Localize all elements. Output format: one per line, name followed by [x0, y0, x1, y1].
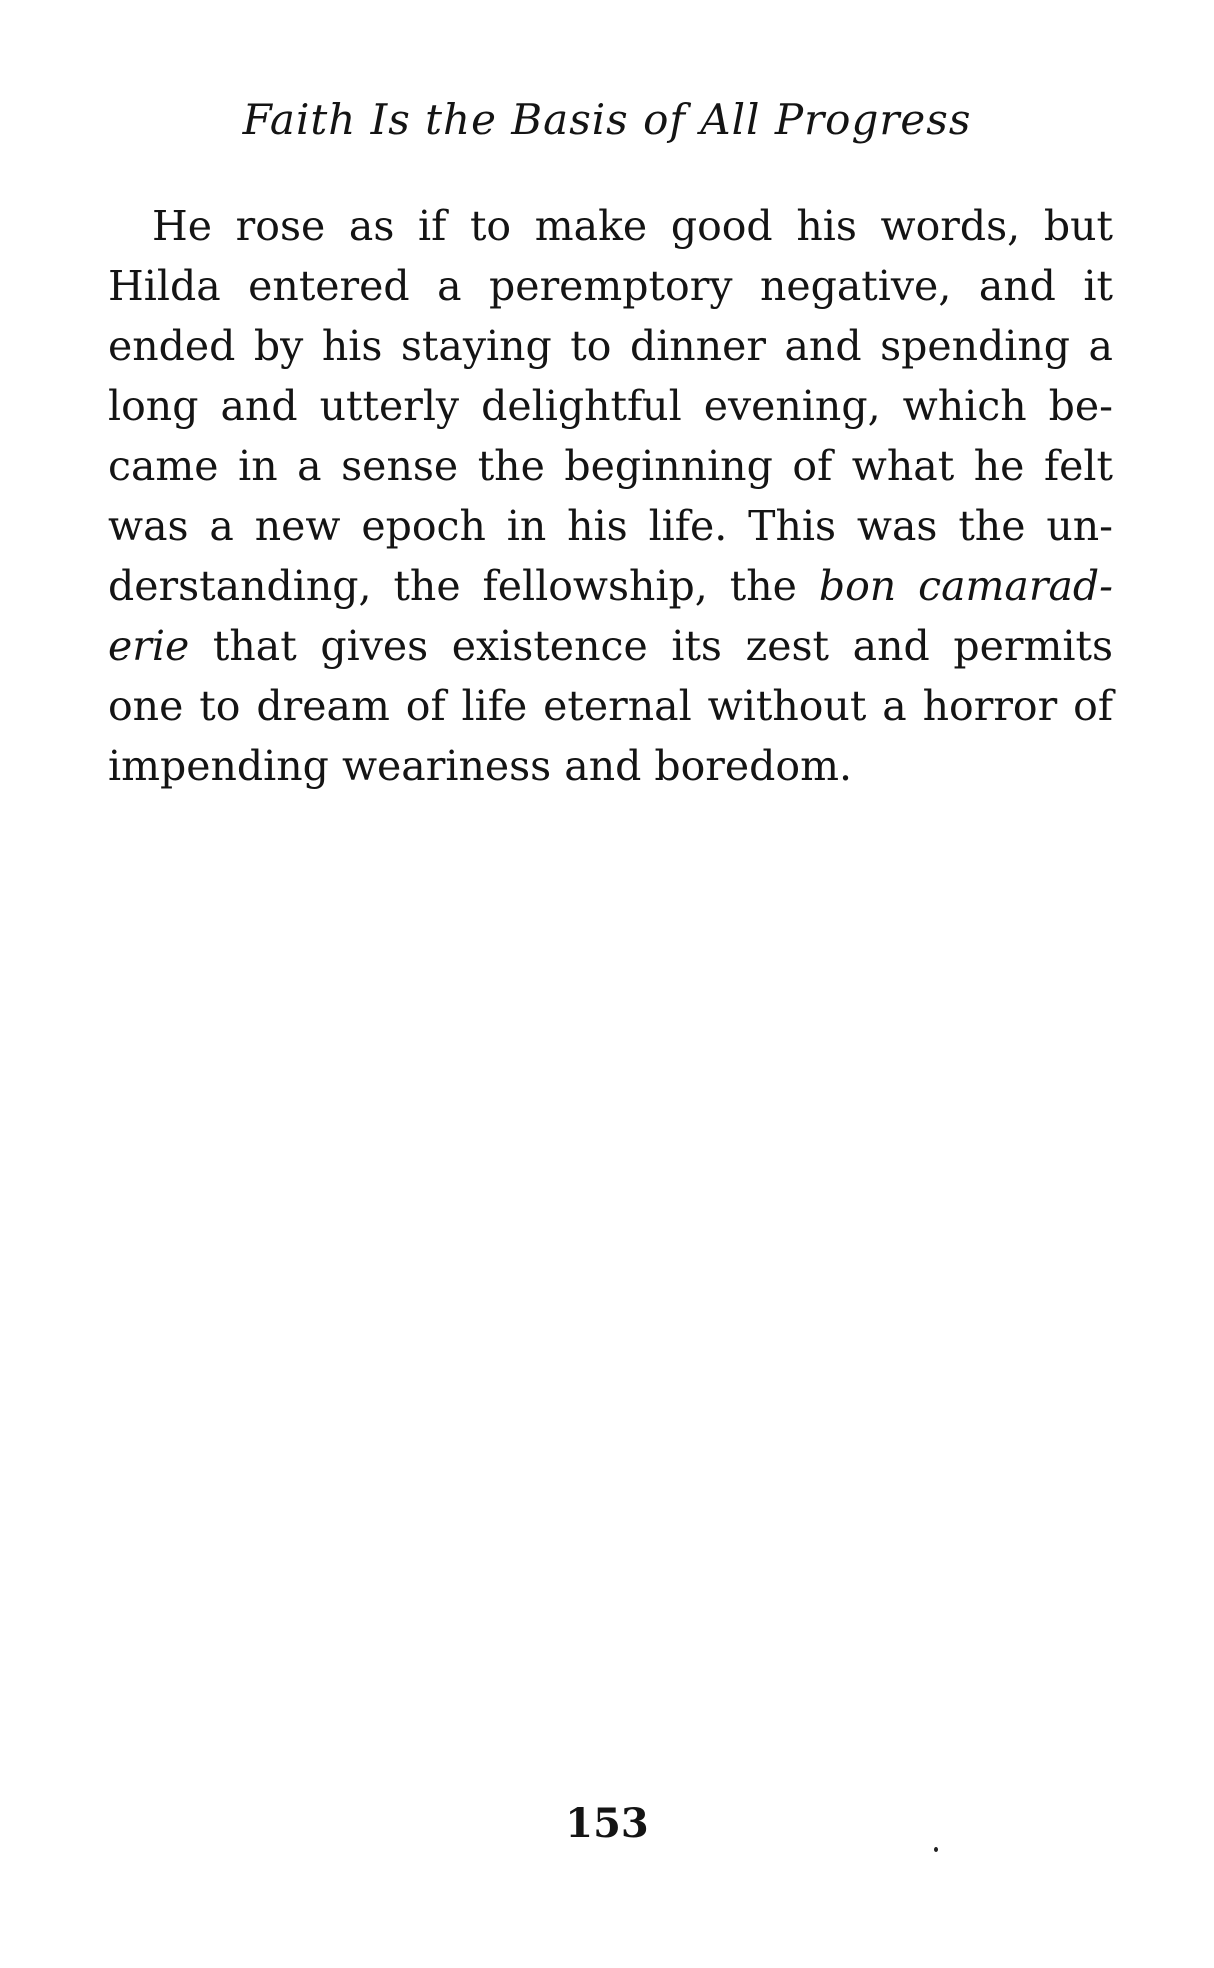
paragraph: [108, 196, 1113, 796]
text-line: ended by his staying to dinner and spending a: [108, 322, 1113, 370]
text-line: was a new epoch in his life. This was the un-: [108, 502, 1113, 550]
text-line: long and utterly delightful evening, which be-: [108, 382, 1113, 430]
page-number: 153: [565, 1800, 649, 1847]
print-speck: [934, 1847, 938, 1852]
text-segment: derstanding, the fellowship, the: [108, 562, 819, 610]
running-head: Faith Is the Basis of All Progress: [242, 95, 972, 144]
text-line: one to dream of life eternal without a horror of: [108, 682, 1113, 730]
text-segment: that gives existence its zest and permits: [189, 622, 1113, 670]
text-line: [108, 616, 1113, 676]
text-line: came in a sense the beginning of what he felt: [108, 442, 1113, 490]
italic-phrase: bon camarad-: [818, 562, 1113, 610]
text-line: He rose as if to make good his words, but: [152, 202, 1113, 250]
text-line: [108, 556, 1113, 616]
text-line: Hilda entered a peremptory negative, and it: [108, 262, 1113, 310]
italic-phrase: erie: [108, 622, 190, 670]
text-line: impending weariness and boredom.: [108, 742, 853, 790]
